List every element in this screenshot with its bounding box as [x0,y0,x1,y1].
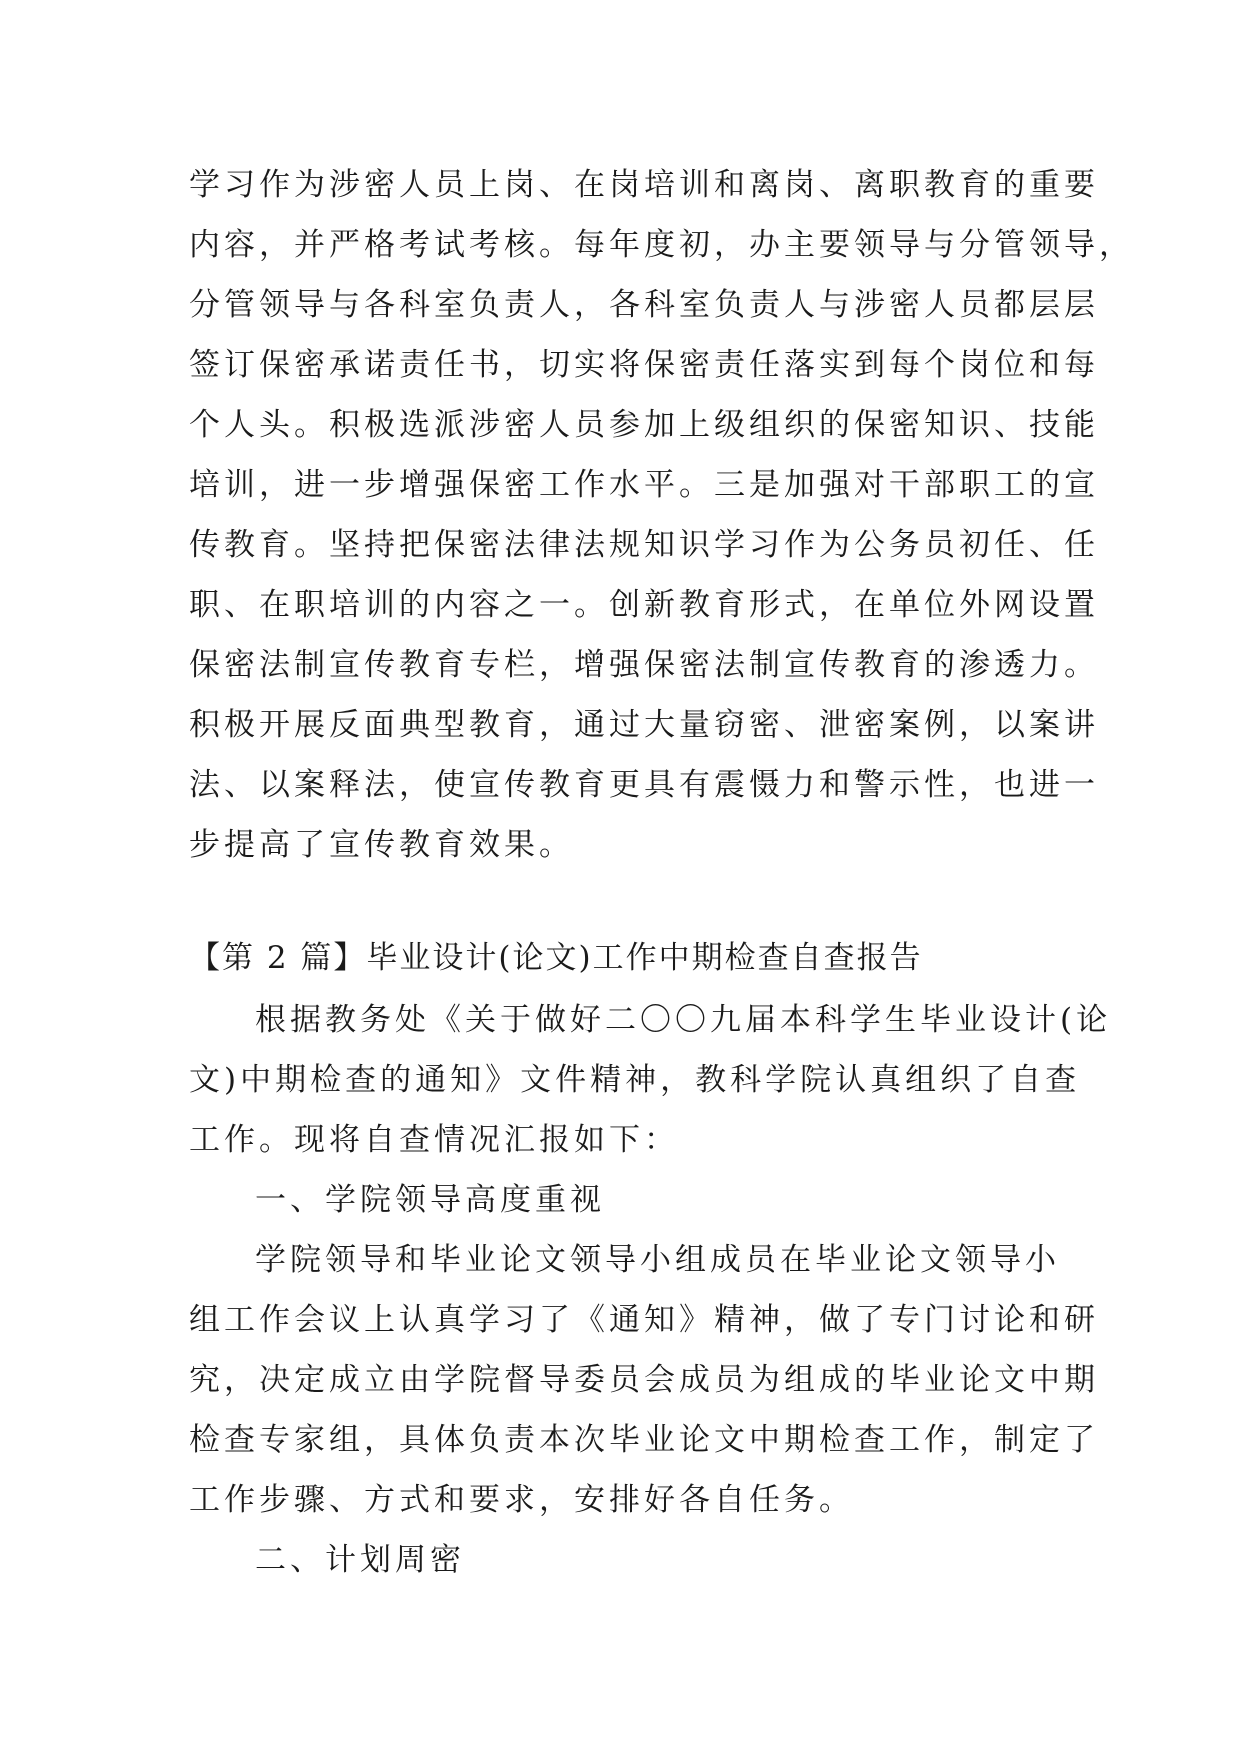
text-line: 组工作会议上认真学习了《通知》精神，做了专门讨论和研 [189,1302,1099,1338]
text-line: 学习作为涉密人员上岗、在岗培训和离岗、离职教育的重要 [189,167,1099,203]
subheading: 一、学院领导高度重视 [255,1182,605,1218]
text-line: 积极开展反面典型教育，通过大量窃密、泄密案例，以案讲 [189,707,1099,743]
text-line: 内容，并严格考试考核。每年度初，办主要领导与分管领导， [189,227,1134,263]
text-line: 步提高了宣传教育效果。 [189,827,574,863]
text-line: 职、在职培训的内容之一。创新教育形式，在单位外网设置 [189,587,1099,623]
text-line: 保密法制宣传教育专栏，增强保密法制宣传教育的渗透力。 [189,647,1099,683]
text-line: 工作步骤、方式和要求，安排好各自任务。 [189,1482,854,1518]
text-line: 究，决定成立由学院督导委员会成员为组成的毕业论文中期 [189,1362,1099,1398]
text-line: 分管领导与各科室负责人，各科室负责人与涉密人员都层层 [189,287,1099,323]
subheading: 二、计划周密 [255,1542,465,1578]
text-line: 学院领导和毕业论文领导小组成员在毕业论文领导小 [255,1242,1060,1278]
text-line: 传教育。坚持把保密法律法规知识学习作为公务员初任、任 [189,527,1099,563]
section-heading: 【第 2 篇】毕业设计(论文)工作中期检查自查报告 [189,940,923,976]
text-line: 签订保密承诺责任书，切实将保密责任落实到每个岗位和每 [189,347,1099,383]
text-line: 检查专家组，具体负责本次毕业论文中期检查工作，制定了 [189,1422,1099,1458]
text-line: 法、以案释法，使宣传教育更具有震慑力和警示性，也进一 [189,767,1099,803]
text-line: 培训，进一步增强保密工作水平。三是加强对干部职工的宣 [189,467,1099,503]
text-line: 个人头。积极选派涉密人员参加上级组织的保密知识、技能 [189,407,1099,443]
text-line: 工作。现将自查情况汇报如下： [189,1122,679,1158]
text-line: 文)中期检查的通知》文件精神，教科学院认真组织了自查 [189,1062,1081,1098]
text-line: 根据教务处《关于做好二〇〇九届本科学生毕业设计(论 [255,1002,1112,1038]
